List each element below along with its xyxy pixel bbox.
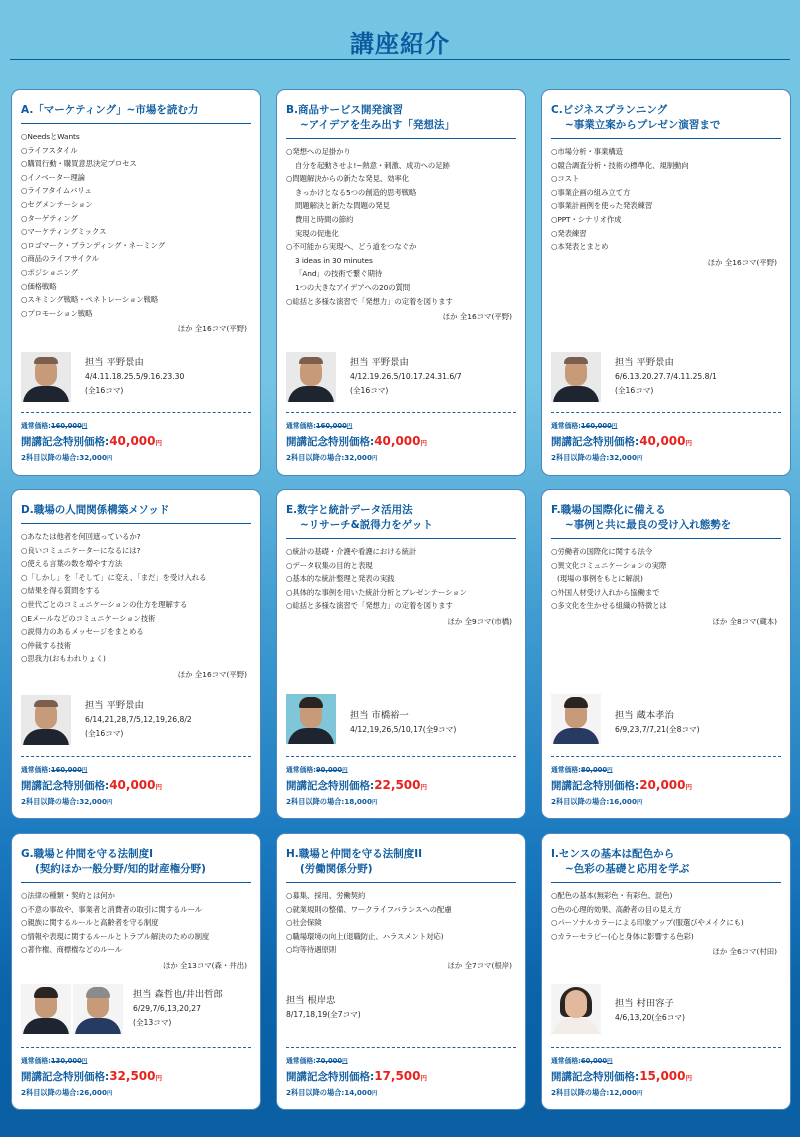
- list-item: ○発表練習: [551, 228, 587, 238]
- list-item: 3 ideas in 30 minutes: [295, 255, 373, 265]
- page-title: 講座紹介: [350, 30, 450, 58]
- list-item: ○募集、採用、労働契約: [286, 891, 366, 900]
- instructor-info: [21, 352, 251, 402]
- list-item: ○不可能から実現へ、どう道をつなぐか: [286, 242, 417, 252]
- list-item: ○発想への足掛かり: [286, 147, 351, 156]
- list-item: ○商品のライフサイクル: [21, 254, 99, 264]
- list-item: ○思我力(おもわれりょく): [21, 654, 106, 664]
- instructor-name: 担当 森哲也/井出哲郎: [133, 989, 223, 1000]
- list-item: ○均等待遇原則: [286, 945, 337, 955]
- instructor-name: 担当 平野景由: [85, 357, 144, 368]
- course-title: G.職場と仲間を守る法制度I (契約ほか一般分野/知的財産権分野): [21, 834, 251, 883]
- schedule-dates: 6/29,7/6,13,20,27: [133, 1004, 201, 1013]
- regular-price: 通常価格:160,000円: [21, 422, 88, 430]
- course-topic-list: [21, 530, 251, 666]
- list-item: 費用と時間の節約: [295, 214, 354, 224]
- list-item: ○色の心理的効果、高齢者の目の見え方: [551, 904, 682, 914]
- session-summary: ほか 全9コマ(市橋): [447, 616, 512, 626]
- instructor-info: [551, 984, 781, 1034]
- regular-price: 通常価格:80,000円: [551, 766, 613, 774]
- second-course-price: 2科目以降の場合:12,000円: [551, 1088, 643, 1097]
- list-item: ○多文化を生かせる組織の特徴とは: [551, 601, 667, 611]
- title-divider: [10, 59, 790, 60]
- instructor-info: [551, 694, 781, 744]
- course-title: A.「マーケティング」~市場を読む力: [21, 90, 251, 124]
- list-item: 1つの大きなアイデアへの20の質問: [295, 282, 411, 292]
- list-item: ○ライフタイムバリュ: [21, 186, 92, 196]
- course-topic-list: [286, 545, 516, 613]
- list-item: ○パーソナルカラーによる印象アップ(服選びやメイクにも): [551, 918, 744, 928]
- list-item: ○総括と多様な演習で「発想力」の定着を図ります: [286, 296, 453, 306]
- price-block: [551, 756, 781, 810]
- course-card-g: [11, 833, 261, 1110]
- instructor-photo-kuramoto: [551, 694, 601, 744]
- list-item: ○配色の基本(無彩色・有彩色、混色): [551, 891, 673, 900]
- course-card-d: [11, 489, 261, 819]
- second-course-price: 2科目以降の場合:32,000円: [551, 453, 643, 462]
- instructor-info: [21, 984, 251, 1034]
- list-item: ○価格戦略: [21, 281, 57, 291]
- list-item: ○基本的な統計整理と発表の実践: [286, 574, 395, 584]
- list-item: ○就業規則の整備、ワークライフバランスへの配慮: [286, 904, 452, 914]
- list-item: ○ライフスタイル: [21, 145, 78, 155]
- list-item: ○問題解決からの新たな発見、効率化: [286, 174, 410, 184]
- list-item: ○マーケティングミックス: [21, 227, 107, 237]
- list-item: ○PPT・シナリオ作成: [551, 214, 622, 224]
- instructor-name: 担当 平野景由: [85, 700, 144, 711]
- course-card-h: [276, 833, 526, 1110]
- course-title: I.センスの基本は配色から ~色彩の基礎と応用を学ぶ: [551, 834, 781, 883]
- session-summary: ほか 全7コマ(根岸): [447, 960, 512, 970]
- regular-price: 通常価格:70,000円: [286, 1057, 348, 1065]
- schedule-dates: 4/6,13,20(全6コマ): [615, 1013, 685, 1022]
- instructor-info: [21, 695, 251, 745]
- session-summary: ほか 全16コマ(平野): [177, 669, 247, 679]
- list-item: ○コスト: [551, 174, 580, 184]
- list-item: ○「しかし」を「そして」に変え、「まだ」を受け入れる: [21, 572, 207, 582]
- session-summary: ほか 全6コマ(村田): [712, 947, 777, 957]
- instructor-photo-murata: [551, 984, 601, 1034]
- instructor-name: 担当 市橋裕一: [350, 710, 409, 721]
- list-item: ○購買行動・購買意思決定プロセス: [21, 159, 137, 169]
- list-item: ○不意の事故や、事業者と消費者の取引に関するルール: [21, 904, 203, 914]
- list-item: 実現の促進化: [295, 228, 339, 238]
- course-topic-list: [286, 889, 516, 957]
- price-block: [551, 412, 781, 466]
- list-item: ○異文化コミュニケーションの実際: [551, 560, 667, 570]
- list-item: ○情報や表現に関するルールとトラブル解決のための制度: [21, 931, 210, 941]
- instructor-info: [286, 694, 516, 744]
- special-price: 開講記念特別価格:15,000円: [551, 1069, 693, 1083]
- list-item: 自分を起動させよ!~熱意・刺激、成功への足跡: [295, 160, 450, 170]
- price-block: [21, 412, 251, 466]
- list-item: ○世代ごとのコミュニケーションの仕方を理解する: [21, 599, 188, 609]
- instructor-name: 担当 村田容子: [615, 998, 674, 1009]
- session-summary: ほか 全16コマ(平野): [442, 312, 512, 322]
- course-topic-list: [21, 889, 251, 957]
- list-item: ○ロゴマーク・ブランディング・ネーミング: [21, 240, 165, 250]
- instructor-info: [551, 352, 781, 402]
- course-topic-list: [286, 145, 516, 308]
- special-price: 開講記念特別価格:22,500円: [286, 778, 428, 792]
- course-topic-list: [21, 130, 251, 320]
- course-card-e: [276, 489, 526, 819]
- schedule-dates: 6/9,23,7/7,21(全8コマ): [615, 725, 700, 734]
- schedule-dates: 4/4.11.18.25.5/9.16.23.30: [85, 372, 185, 381]
- course-title: C.ビジネスプランニング ~事業立案からプレゼン演習まで: [551, 90, 781, 139]
- instructor-photo-ide: [73, 984, 123, 1034]
- list-item: ○使える言葉の数を増やす方法: [21, 559, 123, 569]
- list-item: ○著作権、商標権などのルール: [21, 945, 122, 955]
- instructor-photo-hirano: [286, 352, 336, 402]
- course-topic-list: [551, 545, 781, 613]
- list-item: ○スキミング戦略・ペネトレーション戦略: [21, 295, 159, 305]
- list-item: ○労働者の国際化に関する法令: [551, 547, 653, 556]
- instructor-name: 担当 平野景由: [615, 357, 674, 368]
- price-block: [21, 756, 251, 810]
- list-item: ○カラーセラピー(心と身体に影響する色彩): [551, 931, 694, 941]
- instructor-photo-hirano: [551, 352, 601, 402]
- special-price: 開講記念特別価格:40,000円: [21, 434, 163, 448]
- course-topic-list: [551, 889, 781, 943]
- list-item: ○市場分析・事業構造: [551, 147, 623, 156]
- special-price: 開講記念特別価格:40,000円: [551, 434, 693, 448]
- schedule-dates: 4/12,19,26,5/10,17(全9コマ): [350, 725, 457, 734]
- course-title: E.数字と統計データ活用法 ~リサーチ&説得力をゲット: [286, 490, 516, 539]
- list-item: ○社会保険: [286, 918, 322, 928]
- course-title: F.職場の国際化に備える ~事例と共に最良の受け入れ態勢を: [551, 490, 781, 539]
- list-item: ○事業計画例を使った発表練習: [551, 201, 653, 211]
- second-course-price: 2科目以降の場合:26,000円: [21, 1088, 113, 1097]
- price-block: [286, 1047, 516, 1101]
- price-block: [21, 1047, 251, 1101]
- session-summary: ほか 全16コマ(平野): [707, 257, 777, 267]
- course-topic-list: [551, 145, 781, 254]
- list-item: きっかけとなる5つの創造的思考戦略: [295, 187, 417, 197]
- course-card-a: [11, 89, 261, 476]
- session-summary: ほか 全16コマ(平野): [177, 324, 247, 334]
- list-item: ○データ収集の目的と表現: [286, 560, 373, 570]
- list-item: ○競合調査分析・技術の標準化、規制動向: [551, 160, 689, 170]
- course-card-b: [276, 89, 526, 476]
- instructor-name: 担当 平野景由: [350, 357, 409, 368]
- schedule-dates: 8/17,18,19(全7コマ): [286, 1010, 361, 1019]
- session-count: (全13コマ): [133, 1018, 172, 1027]
- schedule-dates: 6/14,21,28,7/5,12,19,26,8/2: [85, 715, 192, 724]
- session-count: (全16コマ): [85, 729, 124, 738]
- session-summary: ほか 全8コマ(蔵本): [712, 616, 777, 626]
- course-title: D.職場の人間関係構築メソッド: [21, 490, 251, 524]
- list-item: ○仲裁する技術: [21, 640, 72, 650]
- regular-price: 通常価格:90,000円: [286, 766, 348, 774]
- list-item: ○事業企画の組み立て方: [551, 187, 631, 197]
- list-item: ○ポジショニング: [21, 267, 78, 277]
- special-price: 開講記念特別価格:32,500円: [21, 1069, 163, 1083]
- session-count: (全16コマ): [615, 386, 654, 395]
- second-course-price: 2科目以降の場合:32,000円: [286, 453, 378, 462]
- list-item: ○セグメンテーション: [21, 199, 93, 209]
- list-item: ○プロモーション戦略: [21, 308, 93, 318]
- list-item: ○説得力のあるメッセージをまとめる: [21, 627, 144, 637]
- special-price: 開講記念特別価格:40,000円: [21, 778, 163, 792]
- second-course-price: 2科目以降の場合:18,000円: [286, 797, 378, 806]
- special-price: 開講記念特別価格:40,000円: [286, 434, 428, 448]
- session-count: (全16コマ): [85, 386, 124, 395]
- instructor-info: [286, 352, 516, 402]
- list-item: ○総括と多様な演習で「発想力」の定着を図ります: [286, 601, 453, 611]
- instructor-name: 担当 蔵本孝治: [615, 710, 674, 721]
- list-item: (現場の事例をもとに解説): [557, 574, 643, 584]
- regular-price: 通常価格:160,000円: [21, 766, 88, 774]
- list-item: ○NeedsとWants: [21, 132, 80, 141]
- instructor-info: [286, 990, 516, 1022]
- list-item: 問題解決と新たな問題の発見: [295, 201, 390, 211]
- session-summary: ほか 全13コマ(森・井出): [162, 960, 247, 970]
- session-count: (全16コマ): [350, 386, 389, 395]
- list-item: ○ターゲティング: [21, 213, 78, 223]
- list-item: ○具体的な事例を用いた統計分析とプレゼンテーション: [286, 587, 467, 597]
- schedule-dates: 6/6.13.20.27.7/4.11.25.8/1: [615, 372, 717, 381]
- second-course-price: 2科目以降の場合:32,000円: [21, 797, 113, 806]
- second-course-price: 2科目以降の場合:32,000円: [21, 453, 113, 462]
- course-card-c: [541, 89, 791, 476]
- course-title: H.職場と仲間を守る法制度II (労働関係分野): [286, 834, 516, 883]
- list-item: ○外国人材受け入れから協働まで: [551, 587, 660, 597]
- regular-price: 通常価格:160,000円: [551, 422, 618, 430]
- instructor-photo-hirano: [21, 352, 71, 402]
- special-price: 開講記念特別価格:17,500円: [286, 1069, 428, 1083]
- price-block: [286, 756, 516, 810]
- regular-price: 通常価格:60,000円: [551, 1057, 613, 1065]
- course-card-i: [541, 833, 791, 1110]
- list-item: ○あなたは他者を何回遮っているか?: [21, 532, 141, 541]
- regular-price: 通常価格:160,000円: [286, 422, 353, 430]
- instructor-photo-ichihashi: [286, 694, 336, 744]
- instructor-photo-mori: [21, 984, 71, 1034]
- price-block: [286, 412, 516, 466]
- price-block: [551, 1047, 781, 1101]
- list-item: ○イノベーター理論: [21, 172, 85, 182]
- instructor-name: 担当 根岸忠: [286, 995, 336, 1006]
- list-item: ○職場環境の向上(退職防止、ハラスメント対応): [286, 931, 444, 941]
- list-item: ○良いコミュニケーターになるには?: [21, 545, 141, 555]
- list-item: ○本発表とまとめ: [551, 242, 609, 252]
- course-card-f: [541, 489, 791, 819]
- list-item: ○結果を得る質問をする: [21, 586, 101, 596]
- list-item: ○親族に関するルールと高齢者を守る制度: [21, 918, 159, 928]
- list-item: ○統計の基礎・介護や看護における統計: [286, 547, 417, 556]
- schedule-dates: 4/12.19.26.5/10.17.24.31.6/7: [350, 372, 462, 381]
- course-title: B.商品サービス開発演習 ~アイデアを生み出す「発想法」: [286, 90, 516, 139]
- instructor-photo-hirano: [21, 695, 71, 745]
- regular-price: 通常価格:130,000円: [21, 1057, 88, 1065]
- list-item: ○Eメールなどのコミュニケーション技術: [21, 613, 156, 623]
- list-item: ○法律の種類・契約とは何か: [21, 891, 115, 900]
- list-item: 「And」の技術で繋ぐ期待: [295, 269, 383, 279]
- second-course-price: 2科目以降の場合:16,000円: [551, 797, 643, 806]
- special-price: 開講記念特別価格:20,000円: [551, 778, 693, 792]
- second-course-price: 2科目以降の場合:14,000円: [286, 1088, 378, 1097]
